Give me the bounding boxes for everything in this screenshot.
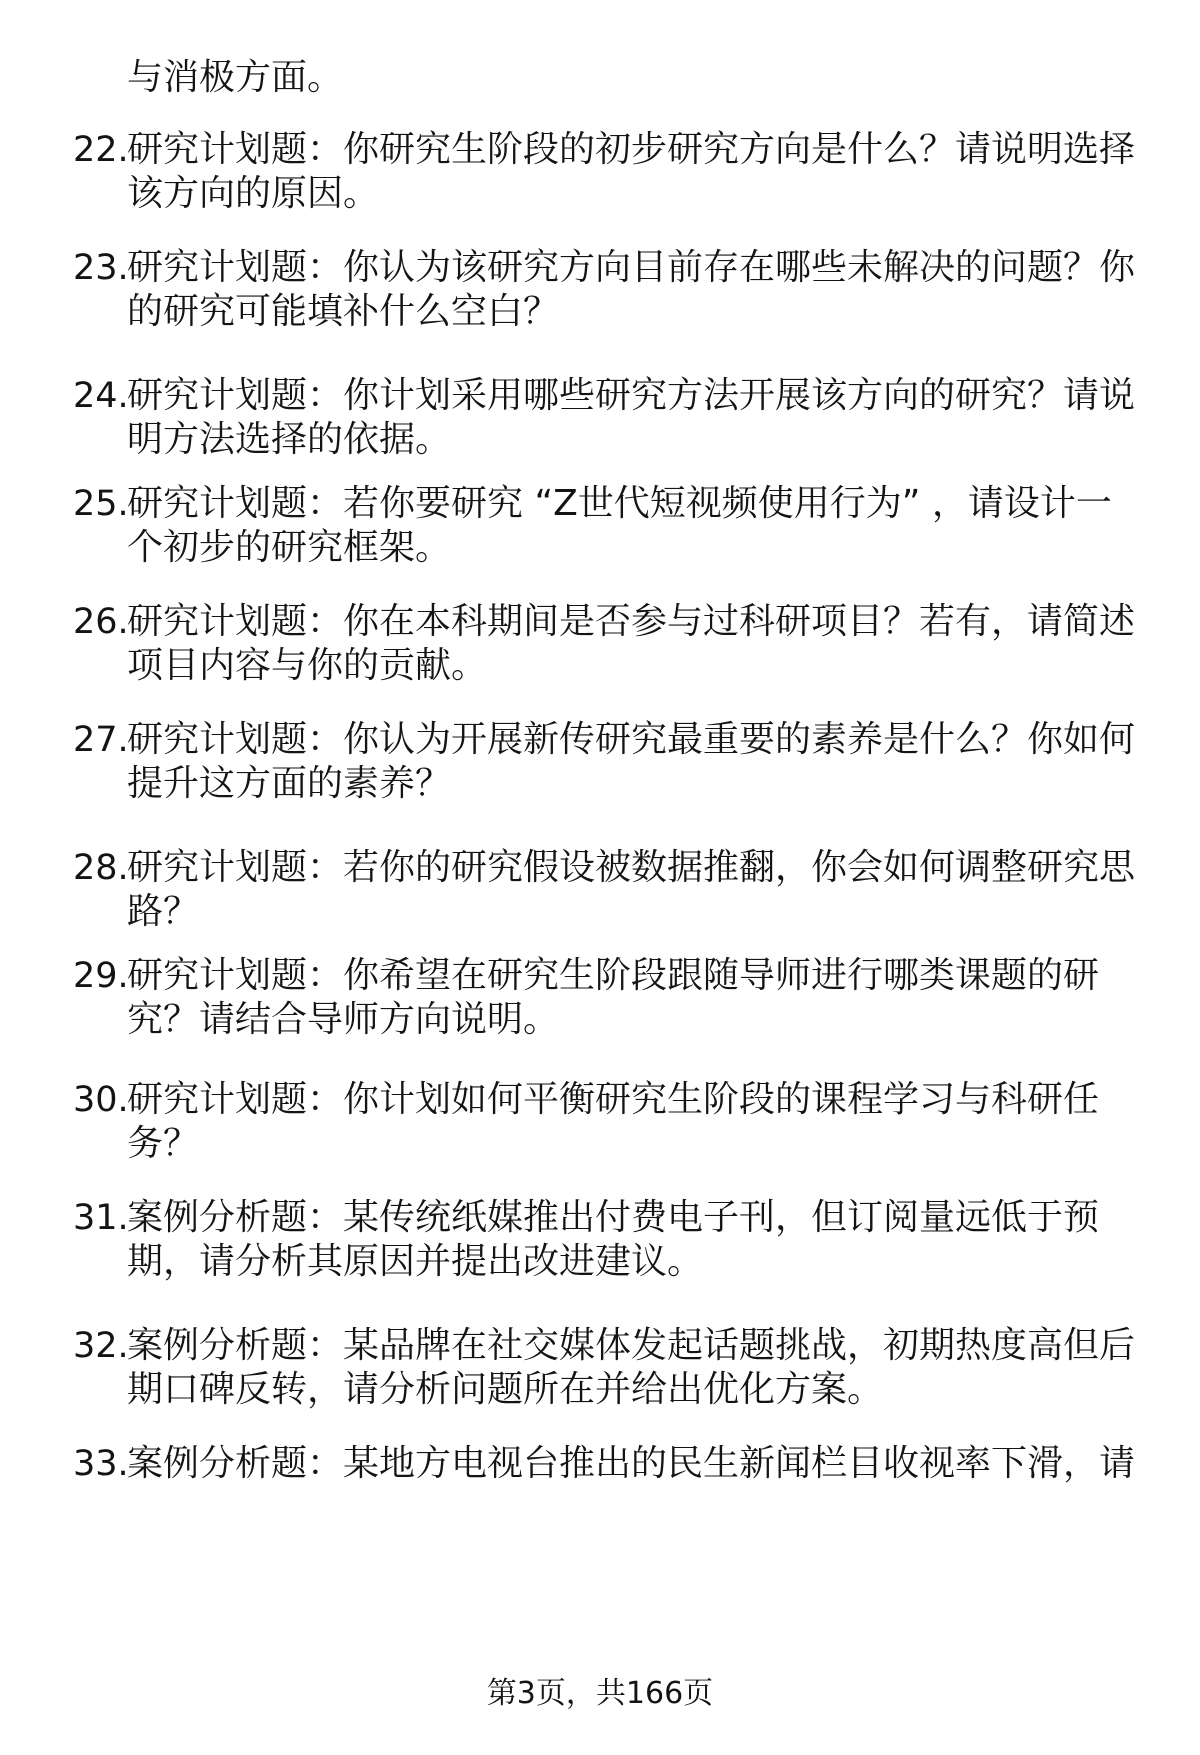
question-text: 研究计划题：你希望在研究生阶段跟随导师进行哪类课题的研 究？请结合导师方向说明。 — [127, 955, 1100, 1040]
question-text: 研究计划题：你认为该研究方向目前存在哪些未解决的问题？你 的研究可能填补什么空白？ — [127, 247, 1136, 332]
question-text: 研究计划题：你研究生阶段的初步研究方向是什么？请说明选择 该方向的原因。 — [127, 129, 1136, 214]
question-number: 25. — [73, 484, 129, 524]
question-text: 案例分析题：某品牌在社交媒体发起话题挑战，初期热度高但后 期口碑反转，请分析问题所在并给出优化方案。 — [127, 1325, 1136, 1410]
question-number: 31. — [73, 1198, 129, 1238]
question-number: 26. — [73, 602, 129, 642]
question-number: 28. — [73, 848, 129, 888]
question-text: 研究计划题：若你要研究 “Z世代短视频使用行为” ，请设计一 个初步的研究框架。 — [127, 483, 1112, 568]
question-text: 研究计划题：你在本科期间是否参与过科研项目？若有，请简述 项目内容与你的贡献。 — [127, 601, 1136, 686]
page-footer: 第3页，共166页 — [486, 1676, 714, 1711]
question-number: 27. — [73, 720, 129, 760]
question-number: 33. — [73, 1444, 129, 1484]
question-number: 24. — [73, 376, 129, 416]
question-text: 案例分析题：某传统纸媒推出付费电子刊，但订阅量远低于预 期，请分析其原因并提出改进建议。 — [127, 1197, 1100, 1282]
question-number: 23. — [73, 248, 129, 288]
question-number: 29. — [73, 956, 129, 996]
question-text: 研究计划题：你计划采用哪些研究方法开展该方向的研究？请说 明方法选择的依据。 — [127, 375, 1136, 460]
question-text: 研究计划题：你计划如何平衡研究生阶段的课程学习与科研任 务？ — [127, 1079, 1100, 1164]
question-number: 30. — [73, 1080, 129, 1120]
question-number: 32. — [73, 1326, 129, 1366]
question-number: 22. — [73, 130, 129, 170]
question-text: 研究计划题：若你的研究假设被数据推翻，你会如何调整研究思 路？ — [127, 847, 1136, 932]
continuation-text: 与消极方面。 — [127, 57, 344, 98]
question-text: 研究计划题：你认为开展新传研究最重要的素养是什么？你如何 提升这方面的素养？ — [127, 719, 1136, 804]
question-text: 案例分析题：某地方电视台推出的民生新闻栏目收视率下滑，请 — [127, 1443, 1136, 1484]
